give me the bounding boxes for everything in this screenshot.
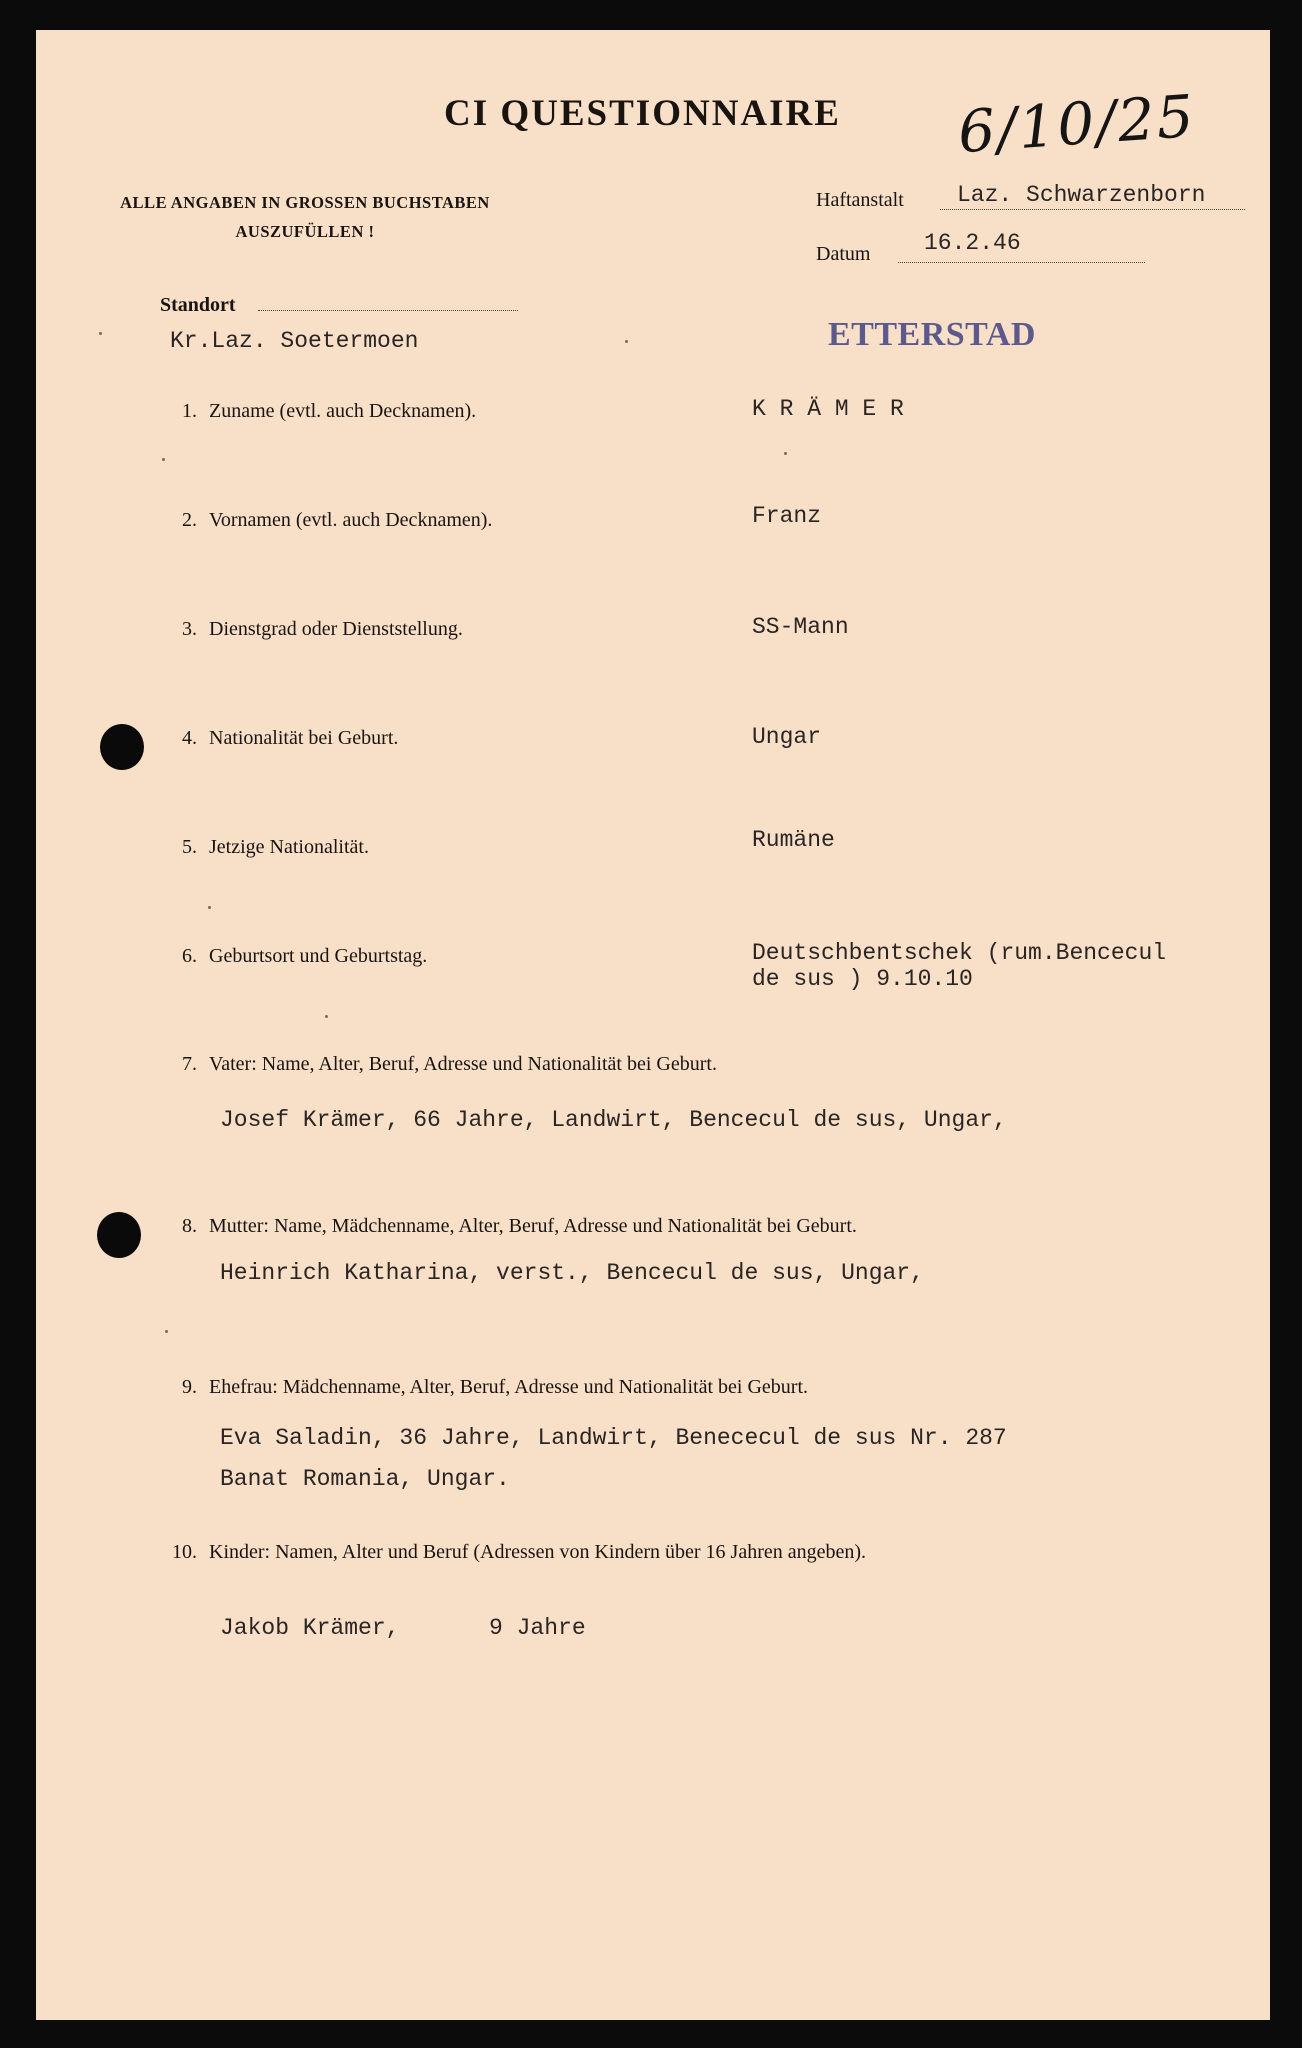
question-6-answer-line-2: de sus ) 9.10.10: [752, 966, 973, 992]
question-10-answer-age: 9 Jahre: [489, 1615, 586, 1641]
question-8-label: 8. Mutter: Name, Mädchenname, Alter, Beruf, Adresse und Nationalität bei Geburt.: [182, 1215, 857, 1237]
instruction-text: [120, 188, 490, 246]
standort-value: Kr.Laz. Soetermoen: [170, 328, 419, 354]
paper-speck: [784, 452, 787, 455]
question-10-answer-name: Jakob Krämer,: [220, 1615, 400, 1641]
datum-label: Datum: [816, 243, 871, 265]
haftanstalt-line: [940, 209, 1245, 210]
question-10-label: 10. Kinder: Namen, Alter und Beruf (Adressen von Kindern über 16 Jahren angeben).: [172, 1541, 867, 1563]
question-8-answer: Heinrich Katharina, verst., Bencecul de sus, Ungar,: [220, 1260, 924, 1286]
paper-speck: [325, 1015, 328, 1018]
question-1-answer: K R Ä M E R: [752, 396, 904, 422]
paper-speck: [99, 332, 102, 335]
paper-speck: [208, 906, 211, 909]
etterstad-stamp: ETTERSTAD: [828, 316, 1036, 353]
haftanstalt-label: Haftanstalt: [816, 189, 904, 211]
question-6-answer-line-1: Deutschbentschek (rum.Bencecul: [752, 940, 1167, 966]
paper-speck: [165, 1330, 168, 1333]
question-4-label: 4. Nationalität bei Geburt.: [182, 727, 399, 749]
question-7-answer: Josef Krämer, 66 Jahre, Landwirt, Bencecul de sus, Ungar,: [220, 1107, 1007, 1133]
handwritten-reference: 6/10/25: [955, 81, 1198, 167]
standort-line: [258, 310, 518, 311]
question-1-label: 1. Zuname (evtl. auch Decknamen).: [182, 400, 477, 422]
paper-speck: [162, 458, 165, 461]
question-2-label: 2. Vornamen (evtl. auch Decknamen).: [182, 509, 493, 531]
instruction-line-1: ALLE ANGABEN IN GROSSEN BUCHSTABEN: [120, 193, 490, 212]
question-2-answer: Franz: [752, 503, 822, 529]
question-7-label: 7. Vater: Name, Alter, Beruf, Adresse und Nationalität bei Geburt.: [182, 1053, 717, 1075]
question-4-answer: Ungar: [752, 724, 822, 750]
question-9-answer-line-2: Banat Romania, Ungar.: [220, 1466, 510, 1492]
question-6-label: 6. Geburtsort und Geburtstag.: [182, 945, 428, 967]
punch-hole-lower: [97, 1212, 141, 1258]
paper-speck: [625, 340, 628, 343]
question-5-answer: Rumäne: [752, 827, 835, 853]
question-3-answer: SS-Mann: [752, 614, 849, 640]
question-9-label: 9. Ehefrau: Mädchenname, Alter, Beruf, Adresse und Nationalität bei Geburt.: [182, 1376, 809, 1398]
question-3-label: 3. Dienstgrad oder Dienststellung.: [182, 618, 463, 640]
datum-value: 16.2.46: [924, 230, 1021, 256]
question-9-answer-line-1: Eva Saladin, 36 Jahre, Landwirt, Benececul de sus Nr. 287: [220, 1425, 1007, 1451]
instruction-line-2: AUSZUFÜLLEN !: [235, 222, 375, 241]
page-title: CI QUESTIONNAIRE: [444, 93, 841, 134]
haftanstalt-value: Laz. Schwarzenborn: [957, 182, 1206, 208]
datum-line: [898, 262, 1145, 263]
punch-hole-upper: [100, 724, 144, 770]
question-5-label: 5. Jetzige Nationalität.: [182, 836, 369, 858]
standort-label: Standort: [160, 294, 236, 316]
